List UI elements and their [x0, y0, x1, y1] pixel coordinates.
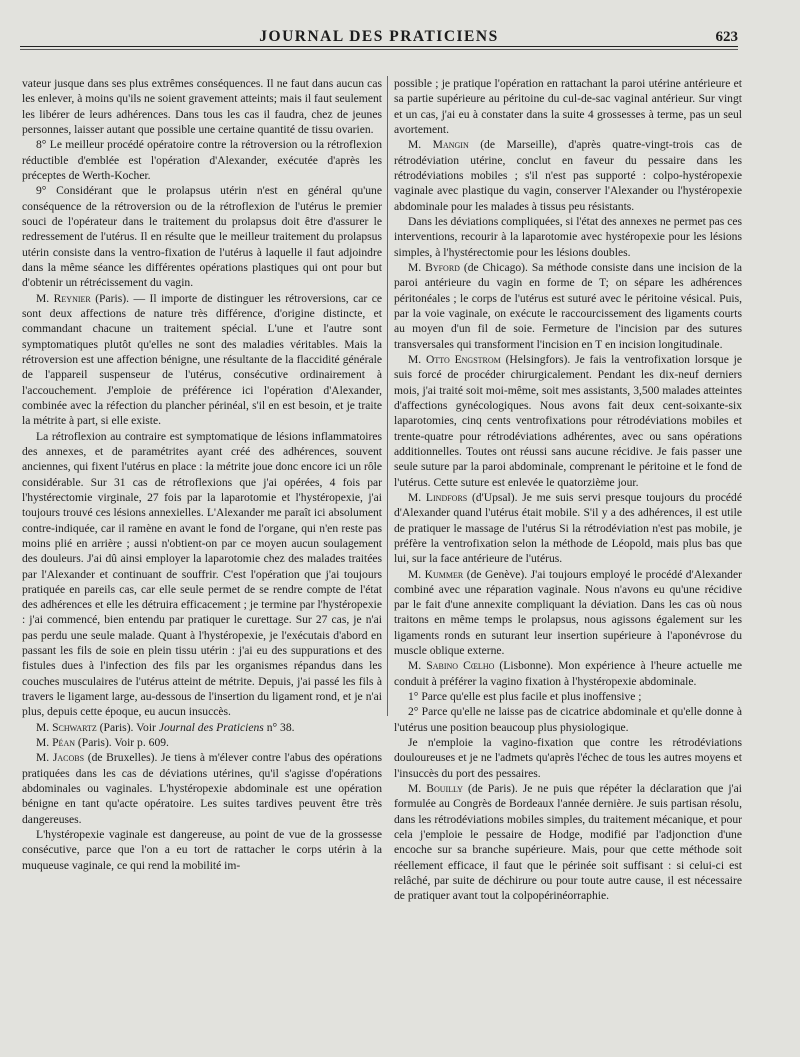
paragraph	[22, 750, 382, 827]
paragraph-text: (Lisbonne). Mon expérience à l'heure actuelle me conduit à préférer la vagino fixation à l'hystéropexie abdominale.	[394, 659, 742, 688]
paragraph-text: n° 38.	[263, 720, 295, 734]
paragraph	[22, 291, 382, 429]
paragraph-text: (Paris). Voir	[96, 720, 159, 734]
speaker-name: M. Sabino Cœlho	[408, 659, 495, 673]
paragraph-text: (de Genève). J'ai toujours employé le procédé d'Alexander combiné avec une réparation vaginale. Nous n'avons eu qu'une récidive par le fait d'une annexite compliquant la déviation. Dans les cas où nous traitons en même temps le prolapsus, nous agissons également sur les ligaments ronds en suturant leur insertion supérieure à l'aponévrose du muscle oblique externe.	[394, 567, 742, 658]
journal-reference: Journal des Praticiens	[158, 720, 264, 734]
paragraph	[394, 658, 742, 689]
speaker-name: M. Mangin	[408, 138, 469, 152]
paragraph: Dans les déviations compliquées, si l'état des annexes ne permet pas ces interventions, recourir à la laparotomie avec hystéropexie pour les lésions simples, à l'hystérectomie pour les lésions doubles.	[394, 214, 742, 259]
left-column	[22, 76, 382, 873]
paragraph: 9° Considérant que le prolapsus utérin n'est en général qu'une conséquence de la rétroversion ou de la rétroflexion de l'utérus le premier souci de l'opérateur dans le traitement du prolapsus doit être d'assurer le redressement de l'utérus. Il en résulte que le meilleur traitement du prolapsus utérin consiste dans la ventro-fixation de l'utérus à laquelle il faut adjoindre dans la même séance les différentes opérations plastiques qui ont pour but d'obtenir un rétrécissement du vagin.	[22, 184, 382, 290]
paragraph-text: (de Bruxelles). Je tiens à m'élever contre l'abus des opérations pratiquées dans les cas de déviations utérines, qu'il s'agisse d'opérations abdominales ou vaginales. L'hystéropexie abdominale est une opération bénigne en tant qu'acte opératoire. Les suites tardives peuvent être très dangereuses.	[22, 751, 383, 826]
speaker-name: M. Lindfors	[408, 490, 468, 504]
paragraph: possible ; je pratique l'opération en rattachant la paroi utérine antérieure et sa partie supérieure au péritoine du cul-de-sac vaginal antérieur. Sur vingt et un cas, j'ai eu à constater dans la suite 4 grossesses à terme, pas un seul avortement.	[394, 77, 742, 136]
speaker-name: M. Schwartz	[36, 720, 97, 734]
paragraph: 8° Le meilleur procédé opératoire contre la rétroversion ou la rétroflexion réductible d'emblée est l'opération d'Alexander, exécutée d'après les préceptes de Werth-Kocher.	[22, 138, 382, 182]
header-rule	[20, 46, 738, 47]
speaker-name: M. Bouilly	[408, 782, 463, 796]
paragraph	[394, 781, 742, 904]
speaker-name: M. Reynier	[36, 291, 91, 305]
paragraph-text: (d'Upsal). Je me suis servi presque toujours du procédé d'Alexander quand l'utérus était mobile. S'il y a des adhérences, il est utile de pratiquer le massage de l'utérus Si la rétrodéviation n'est pas mobile, je préfère la ventrofixation selon la méthode de Léopold, mais plus bas que lui, sur la face antérieure de l'utérus.	[394, 490, 742, 566]
paragraph: Je n'emploie la vagino-fixation que contre les rétrodéviations douloureuses et je ne l'admets qu'après l'échec de tous les autres moyens et l'insuccès du port des pessaires.	[394, 736, 742, 780]
paragraph-text: (de Paris). Je ne puis que répéter la déclaration que j'ai formulée au Congrès de Bordeaux l'année dernière. Je suis partisan résolu, dans les rétrodéviations mobiles simples, du traitement mécanique, et pour cela j'emploie le pessaire de Hodge, modifié par l'adjonction d'une encoche sur sa branche supérieure. Mais, pour que cette méthode soit réellement efficace, il faut que le périnée soit suffisant : si celui-ci est relâché, par suite de déchirure ou pour toute autre cause, il est nécessaire de pratiquer avant tout la colpopérinéorraphie.	[394, 782, 742, 903]
speaker-name: M. Otto Engstrom	[408, 352, 501, 366]
paragraph	[394, 260, 742, 352]
paragraph	[394, 490, 742, 567]
paragraph-text: (Paris). Voir p. 609.	[75, 736, 169, 750]
speaker-name: M. Jacobs	[36, 751, 85, 765]
speaker-name: M. Byford	[408, 260, 460, 274]
page-number: 623	[715, 29, 738, 45]
paragraph-text: (Helsingfors). Je fais la ventrofixation lorsque je suis forcé de procéder chirurgicalement. Pendant les dix-neuf derniers mois, j'ai traité soit moi-même, soit mes assistants, 3,500 malades atteintes d'affections gynécologiques. Nous avons fait deux cent-soixante-six laparotomies, cinq cents ventrofixations pour rétrodéviations mobiles et trente-quatre pour rétrodéviations adhérentes, avec ou sans opérations additionnelles. Toutes ont réussi sans aucune récidive. Je fais passer une seule suture par la paroi abdominale, comprenant le péritoine et le fond de l'utérus. Cette suture est enlevée le quatorzième jour.	[394, 352, 742, 489]
paragraph	[394, 567, 742, 659]
column-divider	[387, 76, 388, 716]
paragraph-text: (de Chicago). Sa méthode consiste dans une incision de la paroi antérieure du vagin en forme de T; on sépare les adhérences péritonéales ; le corps de l'utérus est suturé avec le péritoine vésical. Puis, par la voie vaginale, on exécute le raccourcissement des ligaments courts au moyen d'un fil de soie. Fermeture de l'incision par des sutures transversales qui transforment l'incision en T en incision longitudinale.	[394, 260, 742, 351]
paragraph	[394, 137, 742, 214]
paragraph: 2° Parce qu'elle ne laisse pas de cicatrice abdominale et qu'elle donne à l'utérus une position beaucoup plus physiologique.	[394, 705, 742, 734]
paragraph	[394, 352, 742, 490]
journal-title: JOURNAL DES PRATICIENS	[259, 28, 499, 45]
header-rule-thin	[20, 49, 738, 50]
speaker-name: M. Kummer	[408, 567, 464, 581]
speaker-name: M. Péan	[36, 736, 75, 750]
paragraph: L'hystéropexie vaginale est dangereuse, au point de vue de la grossesse consécutive, parce que l'on a eu tort de rattacher le corps utérin à la muqueuse vaginale, ce qui rend la mobilité im-	[22, 828, 382, 872]
paragraph: vateur jusque dans ses plus extrêmes conséquences. Il ne faut dans aucun cas les enlever, à moins qu'ils ne soient gravement atteints; mais il faut seulement les libérer de leurs adhérences. Dans tous les cas il faudra, chez de jeunes personnes, laisser autant que possible une certaine quantité de tissu ovarien.	[22, 77, 382, 136]
paragraph	[22, 735, 382, 750]
paragraph-text: (Paris). — Il importe de distinguer les rétroversions, car ce sont deux affections de nature très différence, d'origine distincte, et commandant chacune un traitement spécial. L'une et l'autre sont symptomatiques plutôt qu'elles ne sont des maladies véritables. Mais la rétroversion est une affection bénigne, une résultante de la flaccidité générale de l'appareil suspenseur de l'utérus, consécutive ordinairement à l'accouchement. J'emploie de préférence ici l'opération d'Alexander, combinée avec la réfection du plancher périnéal, s'il en est besoin, et je traite la métrite à part, si elle existe.	[22, 291, 382, 428]
paragraph	[22, 720, 382, 735]
right-column	[394, 76, 742, 904]
paragraph: La rétroflexion au contraire est symptomatique de lésions inflammatoires des annexes, et de paramétrites ayant créé des adhérences, souvent anciennes, qui fixent l'utérus en place : la métrite joue donc encore ici un rôle considérable. Sur 31 cas de rétroflexions que j'ai opérées, 4 fois par l'hystérectomie virginale, 27 fois par la laparotomie et l'hystéropexie, j'ai toujours trouvé ces lésions annexielles. L'Alexander me paraît ici absolument contre-indiquée, car il ramène en avant le fond de l'organe, qui n'en reste pas moins plié en arrière ; aussi n'obtient-on par ce moyen aucun soulagement des douleurs. J'ai dû ainsi employer la laparotomie chez des malades traitées par l'Alexander et continuant de souffrir. C'est l'opération que j'ai toujours pratiquée en pareils cas, car elle seule permet de se rendre compte de l'état des adhérences et elle les détruira efficacement ; je termine par l'hystéropexie : j'ai commencé, bien entendu par pratiquer le curettage. Sur 27 cas, je n'ai pas perdu une seule malade. Quant à l'hystéropexie, je l'exécutais d'abord en passant les fils de soie en plein tissu utérin : j'ai eu des suppurations et des fistules dues à l'infection des fils par les organismes répandus dans les couches musculaires de l'utérus atteint de métrite. Depuis, j'ai passé les fils à travers le ligament large, au-dessous de l'insertion du ligament rond, et je n'ai plus, depuis cette époque, eu aucun insuccès.	[22, 429, 382, 719]
paragraph-text: (de Marseille), d'après quatre-vingt-trois cas de rétrodéviation utérine, conclut en faveur du pessaire dans les rétrodéviations mobiles ; s'il n'est pas supporté : colpo-hystéropexie vaginale avec plastique du vagin, conserver l'Alexander ou l'hystéropexie abdominale pour les malades à tissus peu résistants.	[394, 138, 742, 213]
paragraph: 1° Parce qu'elle est plus facile et plus inoffensive ;	[408, 690, 642, 704]
